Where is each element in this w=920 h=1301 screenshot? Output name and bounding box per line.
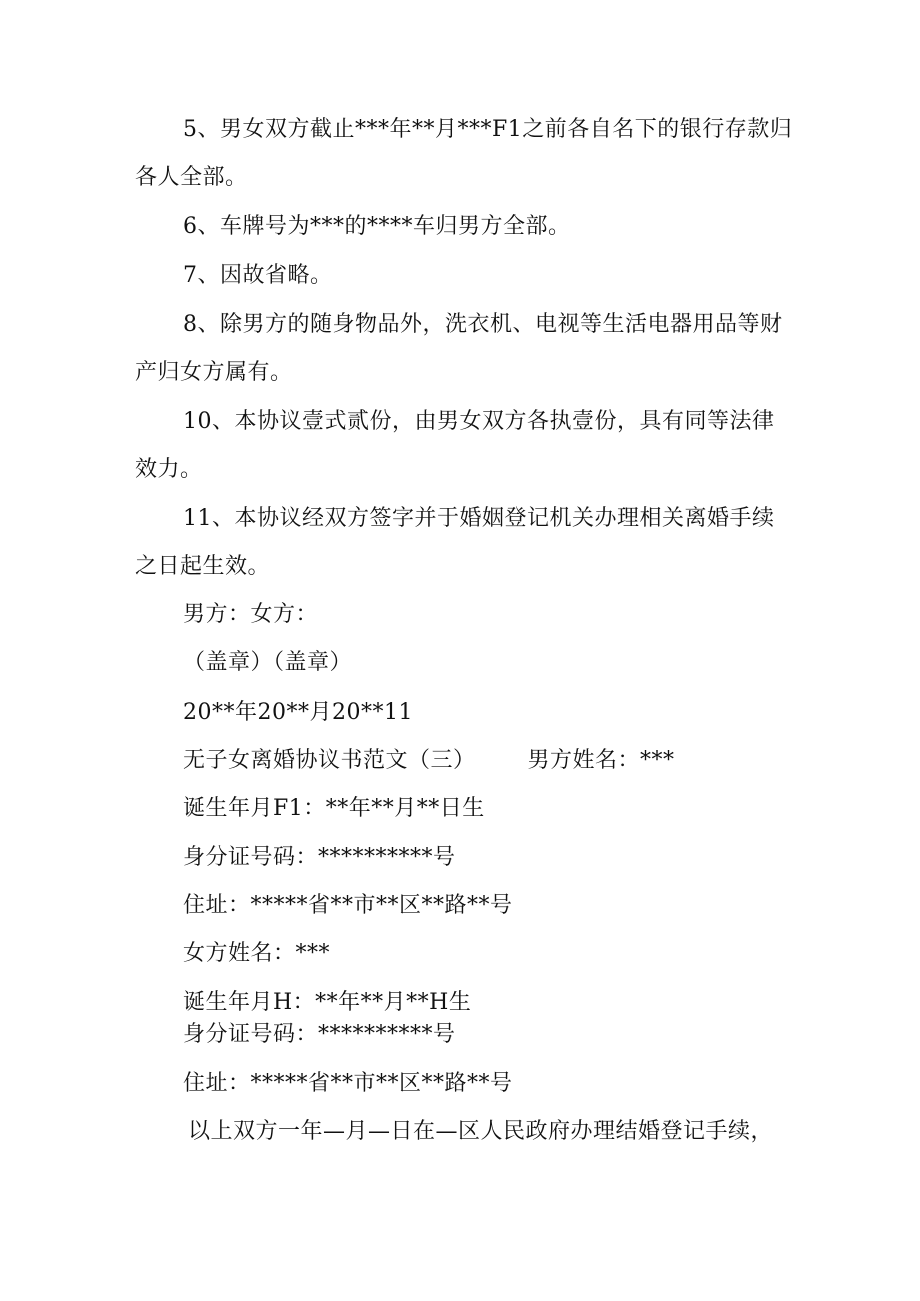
female-name: 女方姓名：*** <box>183 941 331 966</box>
seal-line: （盖章）（盖章） <box>183 650 353 675</box>
clause-8-line-2: 产归女方属有。 <box>135 360 293 385</box>
male-id-number: 身分证号码：**********号 <box>183 845 456 870</box>
section-heading: 无子女离婚协议书范文（三） <box>183 748 476 773</box>
female-address: 住址：*****省**市**区**路**号 <box>183 1071 513 1096</box>
male-address: 住址：*****省**市**区**路**号 <box>183 893 513 918</box>
signature-parties: 男方：女方： <box>183 602 319 627</box>
clause-10-line-2: 效力。 <box>135 457 203 482</box>
section-heading-row <box>183 747 675 775</box>
clause-11-line-1: 11、本协议经双方签字并于婚姻登记机关办理相关离婚手续 <box>183 506 775 531</box>
female-id-number: 身分证号码：**********号 <box>183 1022 456 1047</box>
male-name: 男方姓名：*** <box>527 748 675 773</box>
clause-8-line-1: 8、除男方的随身物品外，洗衣机、电视等生活电器用品等财 <box>183 312 783 337</box>
marriage-registration-statement: 以上双方一年—月—日在—区人民政府办理结婚登记手续， <box>188 1119 774 1144</box>
female-birth-date: 诞生年月H：**年**月**H生 <box>183 990 472 1015</box>
clause-11-line-2: 之日起生效。 <box>135 554 271 579</box>
date-line: 20**年20**月20**11 <box>183 700 413 725</box>
clause-5-line-1: 5、男女双方截止***年**月***F1之前各自名下的银行存款归 <box>183 117 793 142</box>
clause-10-line-1: 10、本协议壹式贰份，由男女双方各执壹份，具有同等法律 <box>183 409 775 434</box>
male-birth-date: 诞生年月F1：**年**月**日生 <box>183 796 485 821</box>
clause-5-line-2: 各人全部。 <box>135 165 248 190</box>
clause-6: 6、车牌号为***的****车归男方全部。 <box>183 214 571 239</box>
clause-7: 7、因故省略。 <box>183 263 333 288</box>
